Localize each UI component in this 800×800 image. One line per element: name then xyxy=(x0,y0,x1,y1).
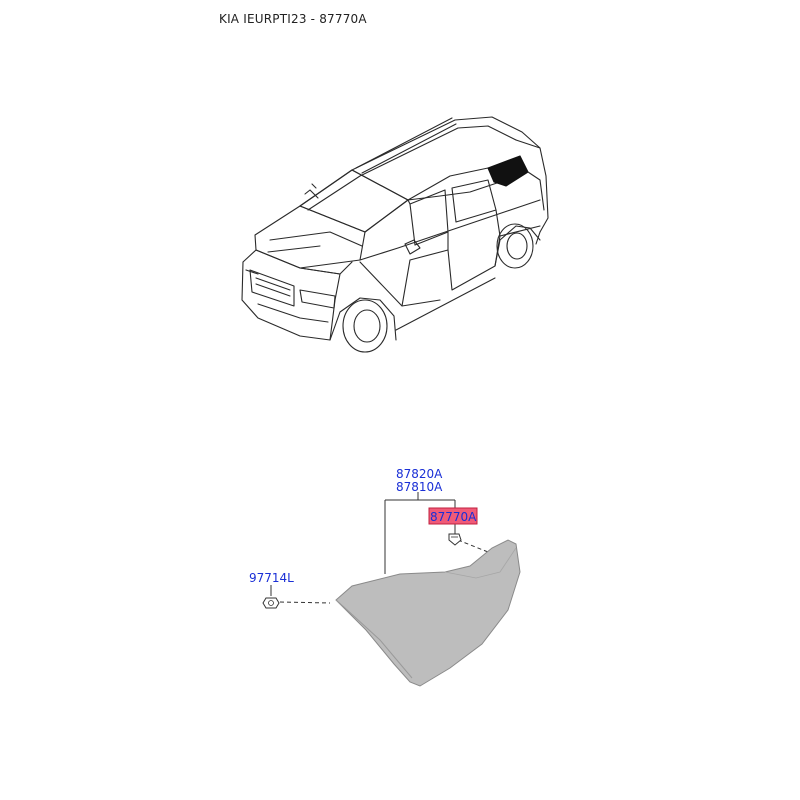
garnish-part xyxy=(336,540,520,686)
callout-97714l[interactable]: 97714L xyxy=(249,571,294,585)
callout-87770a[interactable]: 87770A xyxy=(430,510,477,524)
nut-part xyxy=(263,598,279,608)
clip-part xyxy=(449,534,461,545)
callout-87810a[interactable]: 87810A xyxy=(396,480,443,494)
vehicle-illustration xyxy=(242,117,548,352)
diagram-title: KIA IEURPTI23 - 87770A xyxy=(219,12,367,26)
callout-87820a[interactable]: 87820A xyxy=(396,467,443,481)
